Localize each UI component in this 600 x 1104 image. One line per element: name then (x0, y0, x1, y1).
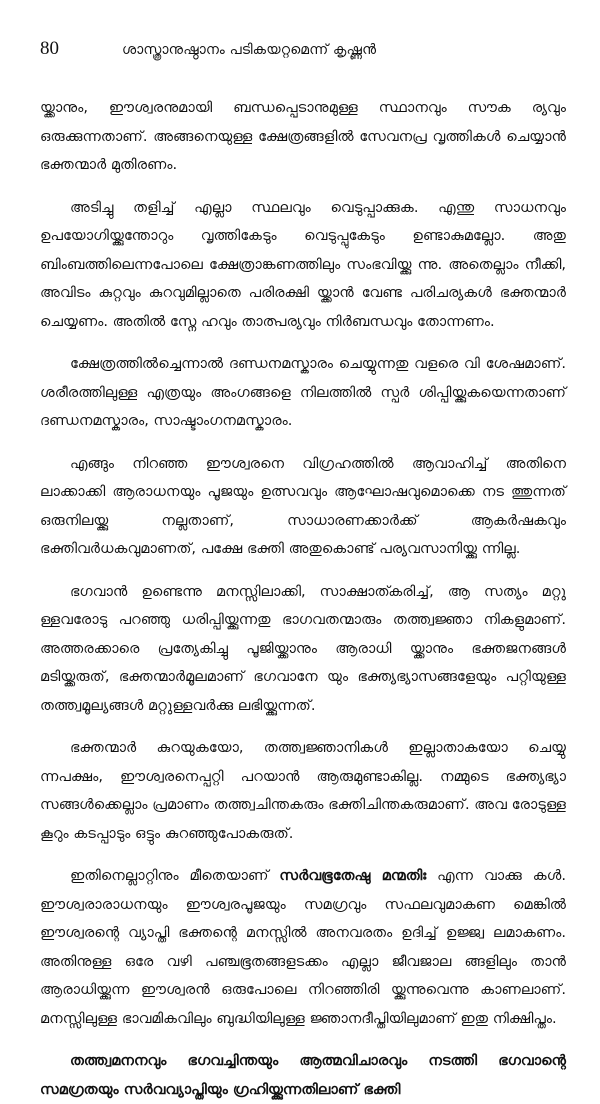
paragraph-6: ഭക്തന്മാർ കുറയുകയോ, തത്ത്വജ്ഞാനികൾ ഇല്ലാതാകയോ ചെയ്യു ന്നപക്ഷം, ഈശ്വരനെപ്പറ്റി പറയാൻ ആരുമുണ്ടാകില്ല. നമ്മുടെ ഭക്ത്യഭ്യാ സങ്ങൾക്കെല്ലാം പ്രമാണം തത്ത്വചിന്തകരും ഭക്തിചിന്തകരുമാണ്. അവ രോടുള്ള കൂറും കടപ്പാടും ഒട്ടും കുറഞ്ഞുപോകരുത്. (40, 739, 566, 842)
paragraph-4: എങ്ങും നിറഞ്ഞ ഈശ്വരനെ വിഗ്രഹത്തിൽ ആവാഹിച്ച് അതിനെ ലാക്കാക്കി ആരാധനയും പൂജയും ഉത്സവവും ആഘോഷവുമൊക്കെ നട ത്തുന്നത് ഒരുനിലയ്ക്കു നല്ലതാണ്, സാധാരണക്കാർക്ക് ആകർഷകവും ഭക്തിവർധകവുമാണത്, പക്ഷേ ഭക്തി അതുകൊണ്ട് പര്യവസാനിയ്ക്കു ന്നില്ല. (40, 454, 566, 557)
page-number: 80 (40, 38, 59, 59)
paragraph-5: ഭഗവാൻ ഉണ്ടെന്നു മനസ്സിലാക്കി, സാക്ഷാത്കരിച്ച്, ആ സത്യം മറ്റു ള്ളവരോടു പറഞ്ഞു ധരിപ്പിയ്ക്കുന്നതു ഭാഗവതന്മാരും തത്ത്വജ്ഞാ നികളുമാണ്. അത്തരക്കാരെ പ്രത്യേകിച്ചു പൂജിയ്ക്കാനും ആരാധി യ്ക്കാനും ഭക്തജനങ്ങൾ മടിയ്ക്കരുത്, ഭക്തന്മാർമൂലമാണ് ഭഗവാനേ യും ഭക്ത്യഭ്യാസങ്ങളേയും പറ്റിയുള്ള തത്ത്വമൂല്യങ്ങൾ മറ്റുള്ളവർക്കു ലഭിയ്ക്കുന്നത്. (40, 582, 566, 714)
paragraph-7-emphasis: സർവഭൂതേഷു മന്മതിഃ (279, 867, 427, 884)
paragraph-7-text-before: ഇതിനെല്ലാറ്റിനും മീതെയാണ് (70, 867, 280, 884)
paragraph-3: ക്ഷേത്രത്തിൽച്ചെന്നാൽ ദണ്ഡനമസ്കാരം ചെയ്യുന്നതു വളരെ വി ശേഷമാണ്. ശരീരത്തിലുള്ള എത്രയും അംഗങ്ങളെ നിലത്തിൽ സ്പർ ശിപ്പിയ്ക്കുകയെന്നതാണ് ദണ്ഡനമസ്കാരം, സാഷ്ടാംഗനമസ്കാരം. (40, 355, 566, 429)
page-header (40, 38, 566, 78)
paragraph-2: അടിച്ചു തളിച്ച് എല്ലാ സ്ഥലവും വെടുപ്പാക്കുക. എന്തു സാധനവും ഉപയോഗിയ്ക്കുന്തോറും വൃത്തികേടും വെടുപ്പുകേടും ഉണ്ടാകുമല്ലോ. അതു ബിംബത്തിലെന്നപോലെ ക്ഷേത്രാങ്കണത്തിലും സംഭവിയ്ക്കു ന്നു. അതെല്ലാം നീക്കി, അവിടം കുറ്റവും കുറവുമില്ലാതെ പരിരക്ഷി യ്ക്കാൻ വേണ്ട പരിചര്യകൾ ഭക്തന്മാർ ചെയ്യണം. അതിൽ സ്നേ ഹവും താത്പര്യവും നിർബന്ധവും തോന്നണം. (40, 198, 566, 330)
running-title: ശാസ്ത്രാനുഷ്ഠാനം പടികയറ്റമെന്ന് കൃഷ്ണൻ (122, 42, 377, 58)
paragraph-1: യ്ക്കാനും, ഈശ്വരനുമായി ബന്ധപ്പെടാനുമുള്ള സ്ഥാനവും സൗക ര്യവും ഒരുക്കുന്നതാണ്. അങ്ങനെയുള്ള ക്ഷേത്രങ്ങളിൽ സേവനപ്ര വൃത്തികൾ ചെയ്യാൻ ഭക്തന്മാർ മുതിരണം. (40, 99, 566, 173)
paragraph-7-text-after: എന്ന വാക്കു കൾ. ഈശ്വരാരാധനയും ഈശ്വരപൂജയും സമഗ്രവും സഫലവുമാകണ മെങ്കിൽ ഈശ്വരന്റെ വ്യാപ്തി ഭക്തന്റെ മനസ്സിൽ അനവരതം ഉദിച്ച് ഉജ്ജ്വ ലമാകണം. അതിനുള്ള ഒരേ വഴി പഞ്ചഭൂതങ്ങളടക്കം എല്ലാ ജീവജാല ങ്ങളിലും താൻ ആരാധിയ്ക്കുന്ന ഈശ്വരൻ ഒരുപോലെ നിറഞ്ഞിരി യ്ക്കുന്നുവെന്നു കാണലാണ്. മനസ്സിലുള്ള ഭാവമികവിലും ബുദ്ധിയിലുള്ള ജ്ഞാനദീപ്തിയിലുമാണ് ഇതു നിക്ഷിപ്തം. (40, 867, 566, 1027)
paragraph-8: തത്ത്വമനനവും ഭഗവച്ചിന്തയും ആത്മവിചാരവും നടത്തി ഭഗവാന്റെ സമഗ്രതയും സർവവ്യാപ്തിയും ഗ്രഹിയ്ക്കുന്നതിലാണ് ഭക്തി (40, 1052, 566, 1098)
body-text (40, 94, 566, 1104)
paragraph-7 (40, 862, 566, 1033)
